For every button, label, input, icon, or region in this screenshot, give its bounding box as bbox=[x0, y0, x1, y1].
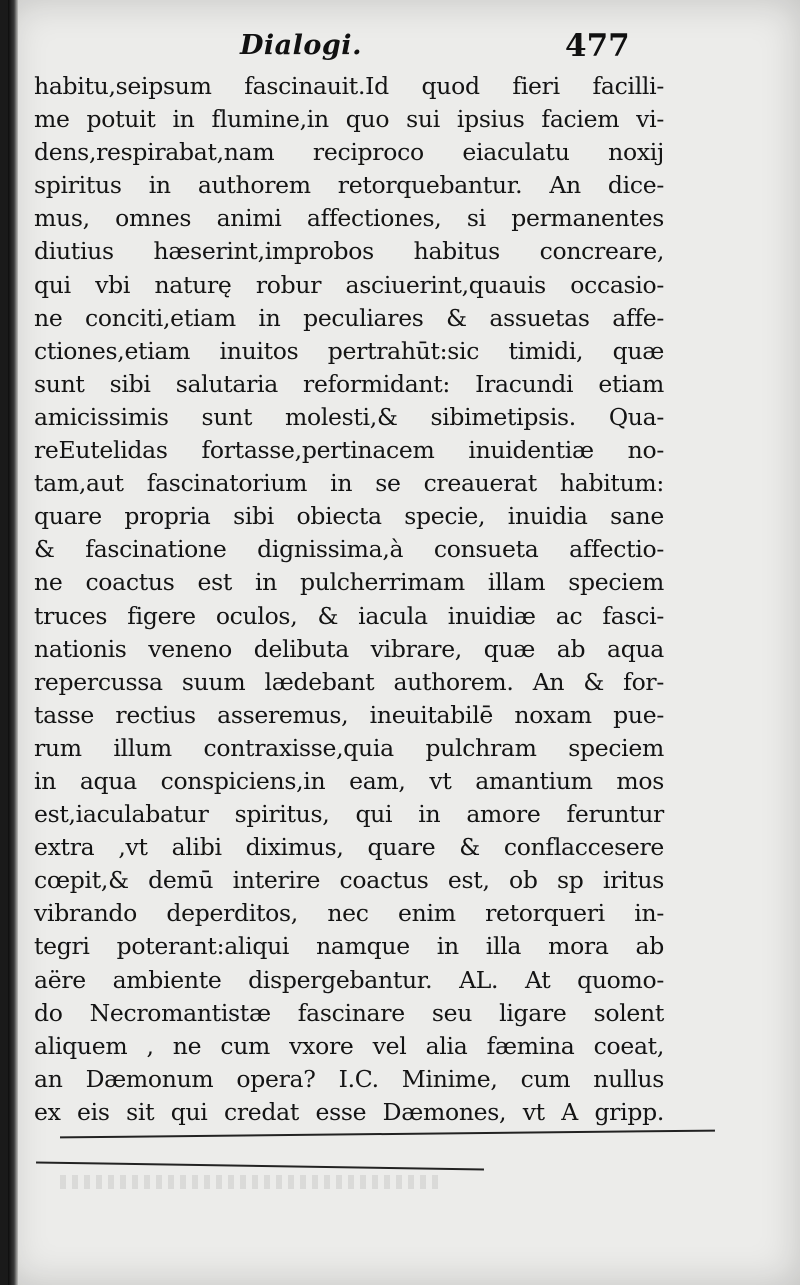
text-line: an Dæmonum opera? I.C. Minime, cum nullus bbox=[34, 1064, 664, 1093]
text-line: tam,aut fascinatorium in se creauerat habitum: bbox=[34, 469, 664, 498]
text-line: tasse rectius asseremus, ineuitabilē noxam pue- bbox=[34, 700, 664, 729]
text-line: mus, omnes animi affectiones, si permanentes bbox=[34, 204, 664, 233]
text-line: tegri poterant:aliqui namque in illa mora ab bbox=[34, 932, 664, 961]
text-line: ex eis sit qui credat esse Dæmones, vt A gripp. bbox=[34, 1097, 664, 1126]
text-line: ne coactus est in pulcherrimam illam speciem bbox=[34, 568, 664, 597]
text-line: do Necromantistæ fascinare seu ligare solent bbox=[34, 998, 664, 1027]
text-line: cœpit,& demū interire coactus est, ob sp iritus bbox=[34, 866, 664, 895]
show-through-text bbox=[60, 1175, 440, 1189]
text-line: diutius hæserint,improbos habitus concreare, bbox=[34, 237, 664, 266]
text-line: me potuit in flumine,in quo sui ipsius faciem vi- bbox=[34, 105, 664, 134]
text-line: truces figere oculos, & iacula inuidiæ ac fasci- bbox=[34, 601, 664, 630]
text-line: sunt sibi salutaria reformidant: Iracundi etiam bbox=[34, 369, 664, 398]
text-line: reEutelidas fortasse,pertinacem inuidentiæ no- bbox=[34, 436, 664, 465]
text-line: in aqua conspiciens,in eam, vt amantium mos bbox=[34, 766, 664, 795]
text-line: spiritus in authorem retorquebantur. An dice- bbox=[34, 171, 664, 200]
text-line: aliquem , ne cum vxore vel alia fæmina coeat, bbox=[34, 1031, 664, 1060]
text-line: extra ,vt alibi diximus, quare & conflaccesere bbox=[34, 833, 664, 862]
text-line: ne conciti,etiam in peculiares & assuetas affe- bbox=[34, 303, 664, 332]
running-head: Dialogi. bbox=[240, 30, 362, 61]
scan-edge bbox=[8, 0, 18, 1285]
body-text bbox=[34, 70, 664, 1129]
text-line: rum illum contraxisse,quia pulchram speciem bbox=[34, 733, 664, 762]
text-line: habitu,seipsum fascinauit.Id quod fieri facilli- bbox=[34, 72, 664, 100]
text-line: amicissimis sunt molesti,& sibimetipsis. Qua- bbox=[34, 402, 664, 431]
text-line: quare propria sibi obiecta specie, inuidia sane bbox=[34, 502, 664, 531]
text-line: est,iaculabatur spiritus, qui in amore feruntur bbox=[34, 800, 664, 829]
text-line: dens,respirabat,nam reciproco eiaculatu noxij bbox=[34, 138, 664, 167]
text-line: nationis veneno delibuta vibrare, quæ ab aqua bbox=[34, 634, 664, 663]
text-line: repercussa suum lædebant authorem. An & for- bbox=[34, 667, 664, 696]
text-line: & fascinatione dignissima,à consueta affectio- bbox=[34, 535, 664, 564]
text-line: vibrando deperditos, nec enim retorqueri in- bbox=[34, 899, 664, 928]
page-header bbox=[0, 30, 800, 70]
text-line: aëre ambiente dispergebantur. AL. At quomo- bbox=[34, 965, 664, 994]
page-number: 477 bbox=[565, 28, 630, 64]
text-line: ctiones,etiam inuitos pertrahūt:sic timidi, quæ bbox=[34, 336, 664, 365]
text-line: qui vbi naturę robur asciuerint,quauis occasio- bbox=[34, 270, 664, 299]
